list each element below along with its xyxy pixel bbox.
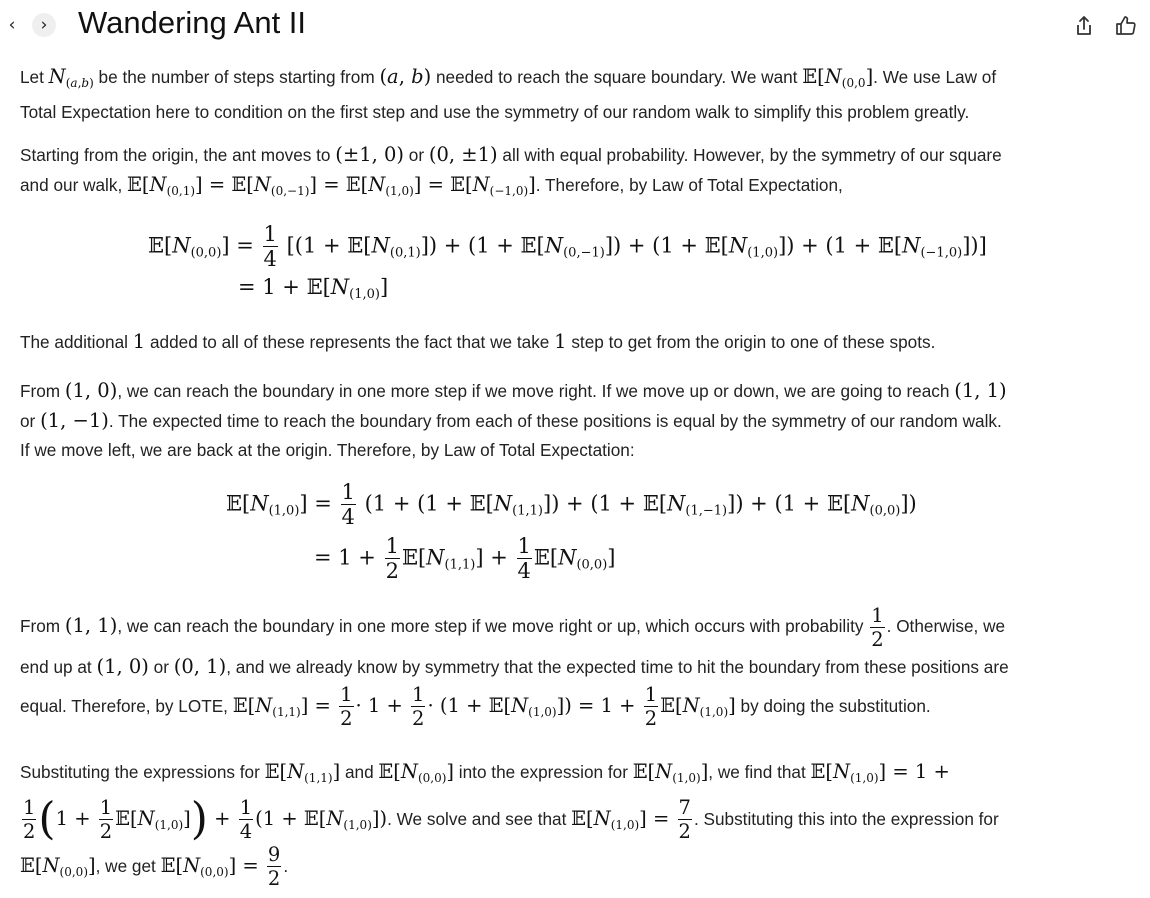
equation-origin-simplified: = $1 + 𝔼[N_{(1,0)}]$ xyxy=(238,275,389,302)
equation-1-0-simplified: = 1 + $\frac{1}{2}$ $𝔼[N_{(1,1)}]$ + $\frac{1}{4}$ $𝔼[N_{(0,0)}]$ xyxy=(314,534,616,583)
back-button[interactable] xyxy=(0,13,24,37)
paragraph-intro: Let $N_{(a,b)}$ be the number of steps starting from (a, b) needed to reach the square boundary. We want $𝔼[N_{(0,0}]$. We use Law of Total Expectation here to condition on the first step and use the symmetry of our random walk to simplify this problem greatly. xyxy=(20,65,997,122)
paragraph-symmetry: Starting from the origin, the ant moves to (±1, 0) or (0, ±1) all with equal probability. However, by the symmetry of our square and our walk, $𝔼[N_{(0,1)}]$ = $𝔼[N_{(0,-1)}]$ = $𝔼[N_{(1,0)}]$ = $𝔼[N_{(-1,0)}]$. Therefore, by Law of Total Expectation, xyxy=(20,143,1002,198)
share-icon[interactable] xyxy=(1072,14,1096,38)
equation-origin: $𝔼[N_{(0,0)}]$ = $\frac{1}{4}$ [$(1 + 𝔼[N_{(0,1)}]) + (1$ + $𝔼[N_{(0,-1)}]) + (1$ + $𝔼[N_{(1,0)}]) + (1$ + $𝔼[N_{(-1,0)}]$)] xyxy=(148,222,987,271)
chevron-right-icon: › xyxy=(40,15,48,35)
page-title: Wandering Ant II xyxy=(78,5,307,40)
chevron-left-icon: ‹ xyxy=(8,15,16,35)
paragraph-additional-step: The additional 1 added to all of these represents the fact that we take 1 step to get from the origin to one of these spots. xyxy=(20,330,936,353)
paragraph-from-1-1: From (1, 1), we can reach the boundary in one more step if we move right or up, which occurs with probability $\frac{1}{2}$ . Otherwise, we end up at (1, 0) or (0, 1), and we already know by symmetry that the expected time to hit the boundary from these positions are equal. Therefore, by LOTE, $𝔼[N_{(1,1)}]$ = $\frac{1}{2}$ · 1 + $\frac{1}{2}$ · $(1 + 𝔼[N_{(1,0)}]) = 1$ + $\frac{1}{2}$ $𝔼[N_{(1,0)}]$ by doing the substitution. xyxy=(20,604,1009,730)
thumbs-up-icon[interactable] xyxy=(1114,14,1138,38)
header xyxy=(0,0,1150,52)
paragraph-substitution: Substituting the expressions for $𝔼[N_{(1,1)}]$ and $𝔼[N_{(0,0)}]$ into the expression for $𝔼[N_{(1,0)}]$, we find that $𝔼[N_{(1,0)}] = 1$ + $\frac{1}{2}$ (1 + $\frac{1}{2}$ $𝔼[N_{(1,0)}]$) + $\frac{1}{4}$ $(1 + 𝔼[N_{(1,0)}])$. We solve and see that $𝔼[N_{(1,0)}]$ = $\frac{7}{2}$ . Substituting this into the expression for $𝔼[N_{(0,0)}]$, we get $𝔼[N_{(0,0)}]$ = $\frac{9}{2}$ . xyxy=(20,760,999,890)
forward-button[interactable] xyxy=(32,13,56,37)
paragraph-from-1-0: From (1, 0), we can reach the boundary in one more step if we move right. If we move up or down, we are going to reach (1, 1) or (1, −1). The expected time to reach the boundary from each of these positions is equal by the symmetry of our random walk. If we move left, we are back at the origin. Therefore, by Law of Total Expectation: xyxy=(20,379,1007,460)
equation-1-0: $𝔼[N_{(1,0)}]$ = $\frac{1}{4}$ ($1 + (1 + 𝔼[N_{(1,1)}]) + (1$ + $𝔼[N_{(1,-1)}]) + (1$ + $𝔼[N_{(0,0)}]$) xyxy=(226,480,917,529)
